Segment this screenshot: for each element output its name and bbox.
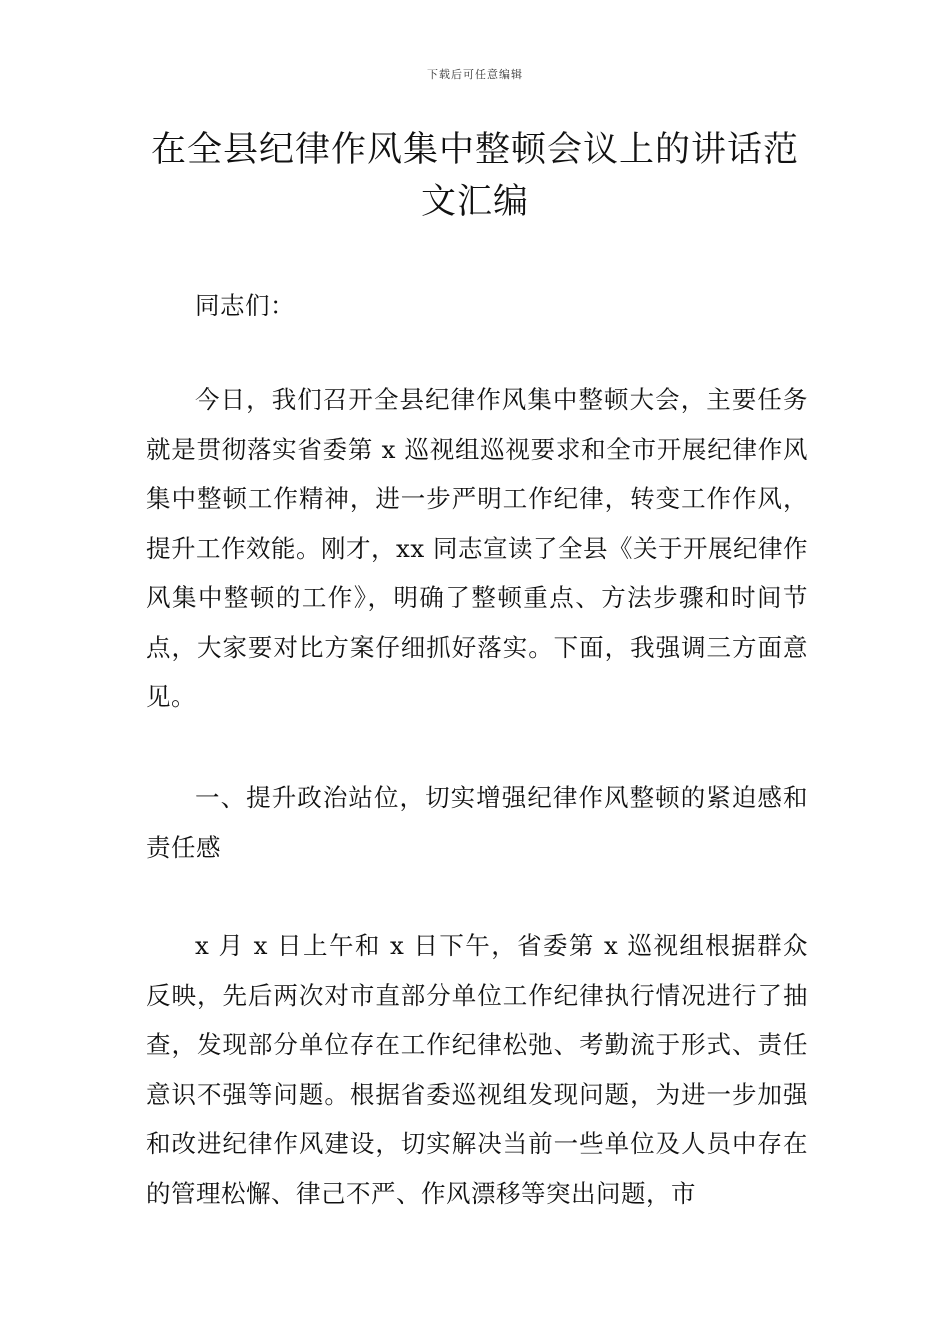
paragraph-inspection: x 月 x 日上午和 x 日下午，省委第 x 巡视组根据群众反映，先后两次对市直部分单位工作纪律执行情况进行了抽查，发现部分单位存在工作纪律松弛、考勤流于形式、责任意识不强等问题。根据省委巡视组发现问题，为进一步加强和改进纪律作风建设，切实解决当前一些单位及人员中存在的管理松懈、律己不严、作风漂移等突出问题，市 [146,931,808,1208]
salutation: 同志们： [195,291,295,320]
header-note: 下载后可任意编辑 [427,68,523,81]
paragraph-block-1 [146,375,808,722]
document-title: 在全县纪律作风集中整顿会议上的讲话范文汇编 [150,130,799,222]
section-heading-1: 一、提升政治站位，切实增强纪律作风整顿的紧迫感和责任感 [146,783,808,862]
salutation-block [146,281,808,331]
paragraph-block-3 [146,921,808,1218]
paragraph-block-2 [146,773,808,872]
paragraph-opening: 今日，我们召开全县纪律作风集中整顿大会，主要任务就是贯彻落实省委第 x 巡视组巡视要求和全市开展纪律作风集中整顿工作精神，进一步严明工作纪律，转变工作作风，提升工作效能。刚才，xx 同志宣读了全县《关于开展纪律作风集中整顿的工作》，明确了整顿重点、方法步骤和时间节点，大家要对比方案仔细抓好落实。下面，我强调三方面意见。 [146,385,808,711]
